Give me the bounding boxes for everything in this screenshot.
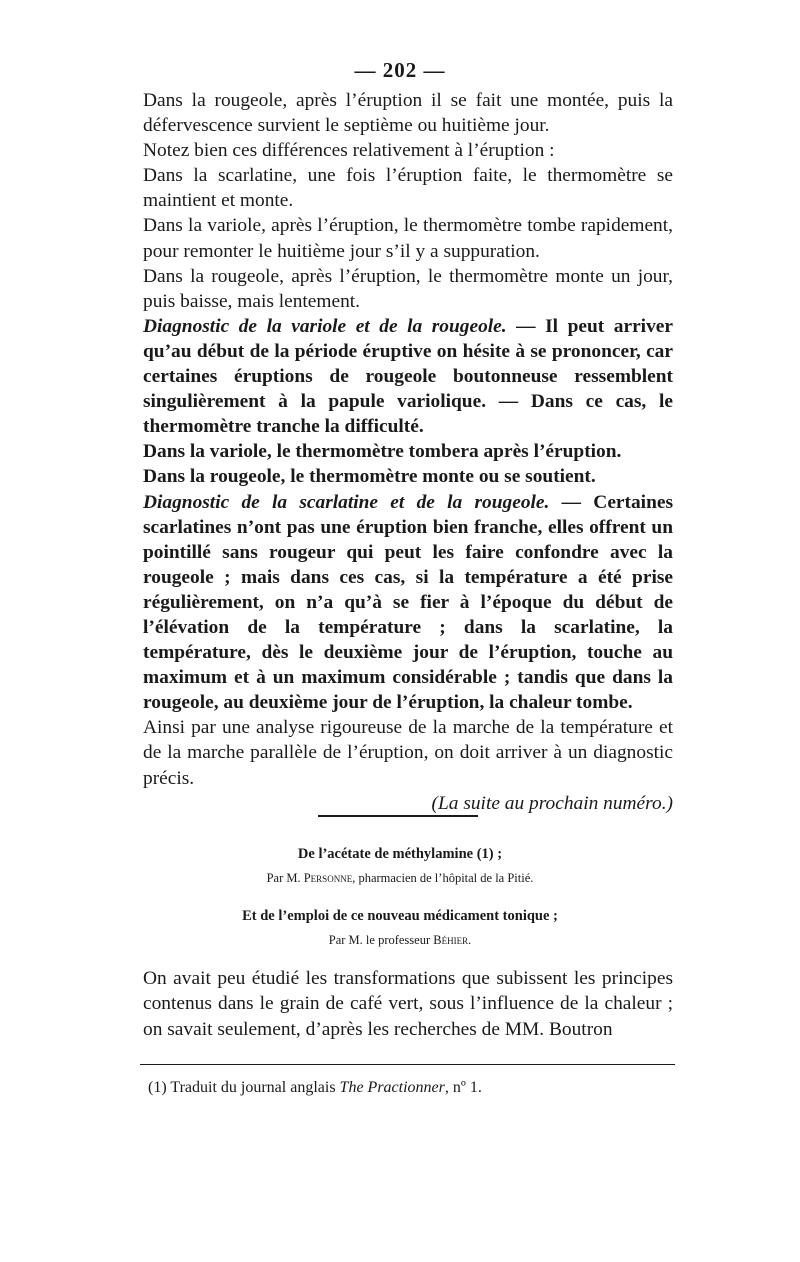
article-title: De l’acétate de méthylamine (1) ; (297, 846, 503, 862)
journal-title: The Practionner (339, 1079, 445, 1096)
run-in-heading: Diagnostic de la variole et de la rougeole. (143, 315, 507, 337)
run-in-heading: Diagnostic de la scarlatine et de la rougeole. (143, 491, 550, 513)
paragraph-text: — Certaines scarlatines n’ont pas une éruption bien franche, elles offrent un pointillé sans rougeur qui peut les faire confondre avec la rougeole ; mais dans ces cas, si la température a été prise régulièrement, on n’a qu’à se fier à l’époque du début de l’élévation de la température ; dans la scarlatine, la température, dès le deuxième jour de l’éruption, touche au maximum et à un maximum considérable ; tandis que dans la rougeole, au deuxième jour de l’éruption, la chaleur tombe. (143, 491, 674, 714)
diagnostic-scarlatine-rougeole (143, 490, 673, 716)
footnote: (1) Traduit du journal anglais The Practionner, nº 1. (148, 1079, 482, 1096)
paragraph: Dans la rougeole, après l’éruption, le thermomètre monte un jour, puis baisse, mais lentement. (143, 265, 673, 312)
author-name: Béhier (433, 933, 469, 947)
paragraph: On avait peu étudié les transformations que subissent les principes contenus dans le grain de café vert, sous l’influence de la chaleur ; on savait seulement, d’après les recherches de MM. Boutron (143, 968, 673, 1040)
page-number: — 202 — (354, 58, 446, 82)
paragraph: Dans la variole, le thermomètre tombera après l’éruption. (143, 441, 622, 463)
paragraph: Dans la rougeole, après l’éruption il se fait une montée, puis la défervescence survient le septième ou huitième jour. (143, 90, 673, 137)
article-byline: Par M. le professeur Béhier. (328, 933, 472, 947)
conclusion-paragraph: Ainsi par une analyse rigoureuse de la marche de la température et de la marche parallèle de l’éruption, on doit arriver à un diagnostic précis. (143, 717, 673, 789)
article-byline: Par M. Personne, pharmacien de l’hôpital de la Pitié. (266, 871, 534, 885)
footnote-rule (140, 1064, 675, 1065)
section-divider (318, 815, 478, 817)
paragraph: Notez bien ces différences relativement à l’éruption : (143, 140, 555, 162)
article-body (143, 966, 673, 1042)
paragraph: Dans la variole, après l’éruption, le thermomètre tombe rapidement, pour remonter le huitième jour s’il y a suppuration. (143, 215, 673, 262)
author-name: Personne (303, 871, 353, 885)
paragraph-text: — Il peut arriver qu’au début de la période éruptive on hésite à se prononcer, car certaines éruptions de rougeole boutonneuse ressemblent singulièrement à la papule variolique. — Dans ce cas, le thermomètre tranche la difficulté. (143, 315, 673, 438)
main-text (143, 88, 673, 816)
article-subtitle: Et de l’emploi de ce nouveau médicament tonique ; (242, 908, 558, 924)
paragraph: Dans la scarlatine, une fois l’éruption faite, le thermomètre se maintient et monte. (143, 165, 673, 212)
continuation-note: (La suite au prochain numéro.) (431, 792, 673, 814)
paragraph: Dans la rougeole, le thermomètre monte ou se soutient. (143, 466, 596, 488)
diagnostic-variole-rougeole (143, 314, 673, 439)
